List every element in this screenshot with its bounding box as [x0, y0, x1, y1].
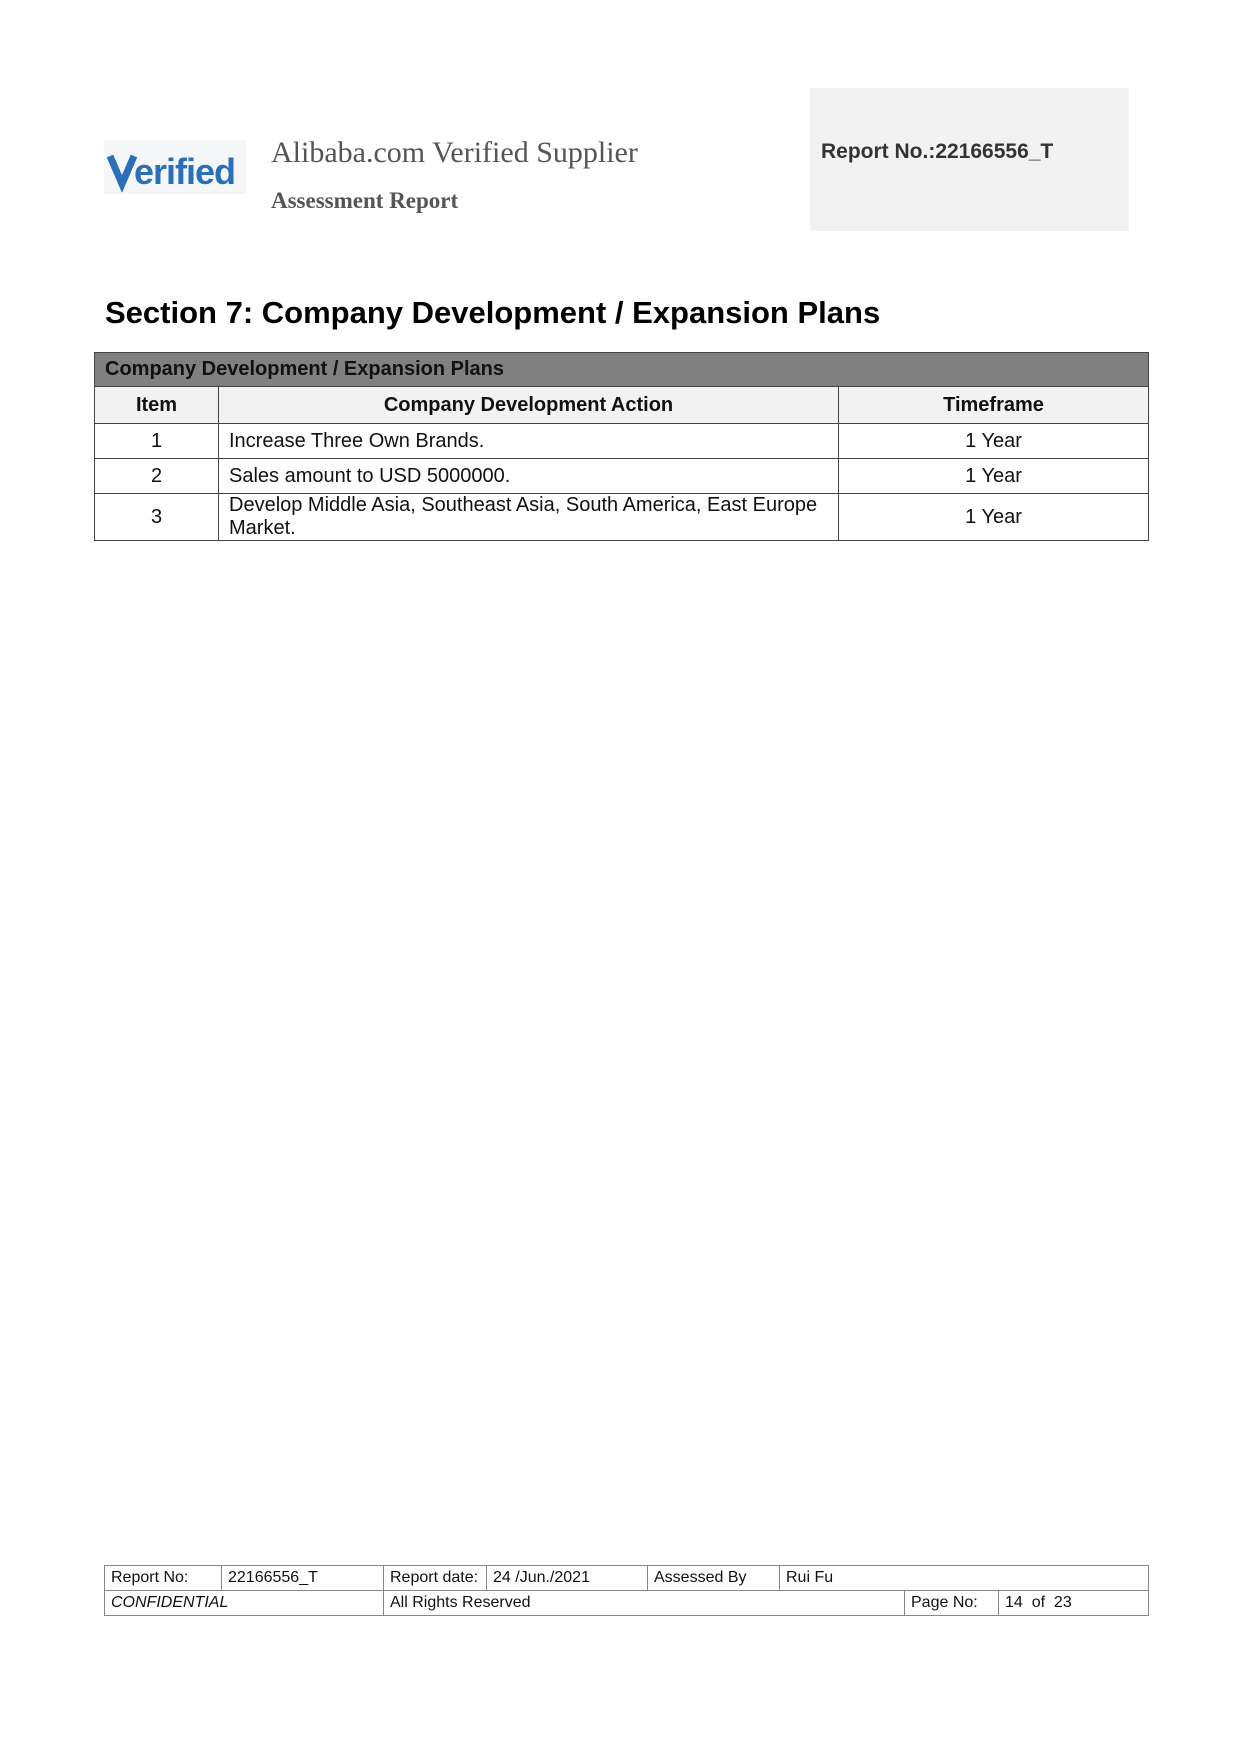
footer-page-label: Page No: [905, 1591, 999, 1616]
verified-logo-graphic [104, 140, 246, 194]
column-header-item: Item [95, 387, 219, 424]
footer-report-date-value: 24 /Jun./2021 [487, 1566, 648, 1591]
table-row [95, 459, 1149, 494]
brand-title: Alibaba.com Verified Supplier [271, 136, 638, 169]
footer-report-no-label: Report No: [105, 1566, 222, 1591]
table-row [95, 494, 1149, 541]
row-item: 2 [95, 459, 219, 494]
table-caption-row [95, 353, 1149, 387]
table-row [95, 424, 1149, 459]
verified-logo [104, 140, 246, 194]
column-header-timeframe: Timeframe [839, 387, 1149, 424]
row-timeframe: 1 Year [839, 424, 1149, 459]
table-caption: Company Development / Expansion Plans [95, 353, 1149, 387]
footer-assessed-by-label: Assessed By [648, 1566, 780, 1591]
svg-text:erified: erified [134, 151, 236, 192]
row-item: 1 [95, 424, 219, 459]
expansion-plans-table [94, 352, 1149, 541]
footer-page-value: 14 of 23 [999, 1591, 1149, 1616]
row-timeframe: 1 Year [839, 459, 1149, 494]
footer-report-date-label: Report date: [384, 1566, 487, 1591]
row-action: Sales amount to USD 5000000. [219, 459, 839, 494]
row-timeframe: 1 Year [839, 494, 1149, 541]
footer-assessed-by-value: Rui Fu [780, 1566, 1149, 1591]
footer-row-2 [105, 1591, 1149, 1616]
column-header-action: Company Development Action [219, 387, 839, 424]
row-action: Increase Three Own Brands. [219, 424, 839, 459]
footer-report-no-value: 22166556_T [222, 1566, 384, 1591]
row-item: 3 [95, 494, 219, 541]
brand-subtitle: Assessment Report [271, 188, 459, 213]
report-number-box [810, 88, 1129, 231]
table-header-row [95, 387, 1149, 424]
footer-row-1 [105, 1566, 1149, 1591]
report-number: Report No.:22166556_T [821, 140, 1054, 163]
page-footer [104, 1565, 1149, 1616]
section-title: Section 7: Company Development / Expansion Plans [105, 295, 881, 330]
footer-confidential: CONFIDENTIAL [105, 1591, 384, 1616]
row-action: Develop Middle Asia, Southeast Asia, South America, East Europe Market. [219, 494, 839, 541]
footer-rights: All Rights Reserved [384, 1591, 905, 1616]
